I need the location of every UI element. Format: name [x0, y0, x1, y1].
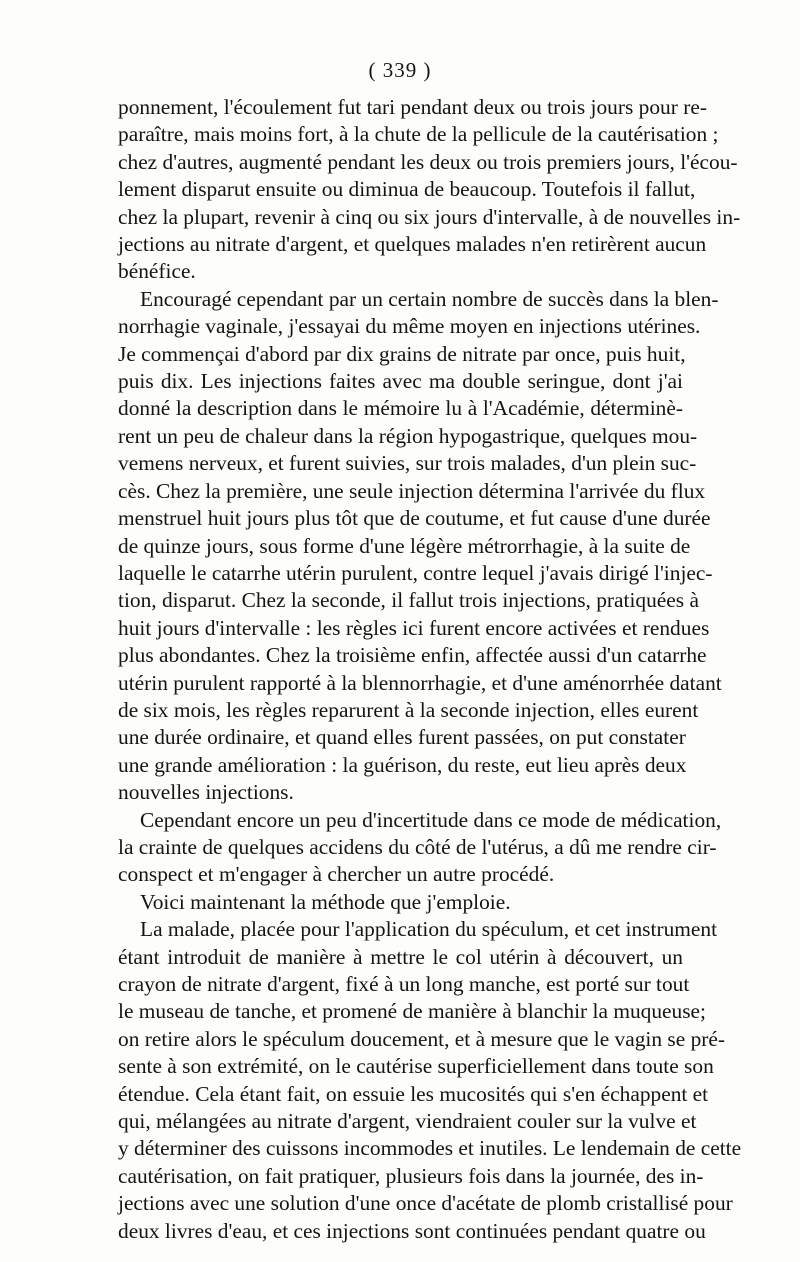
- text-line: vemens nerveux, et furent suivies, sur trois malades, d'un plein suc-: [118, 451, 697, 476]
- text-line: norrhagie vaginale, j'essayai du même moyen en injections utérines.: [118, 314, 701, 339]
- text-line: chez la plupart, revenir à cinq ou six jours d'intervalle, à de nouvelles in-: [118, 204, 741, 229]
- text-line: jections au nitrate d'argent, et quelques malades n'en retirèrent aucun: [118, 232, 707, 257]
- text-line: lement disparut ensuite ou diminua de beaucoup. Toutefois il fallut,: [118, 177, 696, 202]
- paragraph: [118, 286, 722, 807]
- text-line: cautérisation, on fait pratiquer, plusieurs fois dans la journée, des in-: [118, 1163, 704, 1188]
- text-line: sente à son extrémité, on le cautérise superficiellement dans toute son: [118, 1054, 714, 1079]
- paragraph: [118, 889, 683, 916]
- text-line: Voici maintenant la méthode que j'emploie.: [140, 889, 511, 914]
- text-line: le museau de tanche, et promené de manière à blanchir la muqueuse;: [118, 999, 706, 1024]
- body-text: [118, 94, 742, 1245]
- text-line: de six mois, les règles reparurent à la seconde injection, elles eurent: [118, 697, 699, 722]
- paragraph: [118, 807, 722, 889]
- text-line: laquelle le catarrhe utérin purulent, contre lequel j'avais dirigé l'injec-: [118, 560, 713, 585]
- text-line: menstruel huit jours plus tôt que de coutume, et fut cause d'une durée: [118, 506, 711, 531]
- text-line: nouvelles injections.: [118, 780, 294, 805]
- text-line: plus abondantes. Chez la troisième enfin, affectée aussi d'un catarrhe: [118, 643, 707, 668]
- text-line: La malade, placée pour l'application du spéculum, et cet instrument: [140, 917, 718, 942]
- text-line: tion, disparut. Chez la seconde, il fallut trois injections, pratiquées à: [118, 588, 699, 613]
- text-line: paraître, mais moins fort, à la chute de la pellicule de la cautérisation ;: [118, 122, 719, 147]
- text-line: étendue. Cela étant fait, on essuie les mucosités qui s'en échappent et: [118, 1081, 709, 1106]
- text-line: conspect et m'engager à chercher un autre procédé.: [118, 862, 555, 887]
- paragraph: [118, 94, 741, 286]
- text-line: puis dix. Les injections faites avec ma double seringue, dont j'ai: [118, 369, 683, 394]
- text-line: de quinze jours, sous forme d'une légère métrorrhagie, à la suite de: [118, 533, 691, 558]
- text-line: y déterminer des cuissons incommodes et inutiles. Le lendemain de cette: [118, 1136, 742, 1161]
- text-line: Encouragé cependant par un certain nombre de succès dans la blen-: [140, 286, 719, 311]
- text-line: une grande amélioration : la guérison, du reste, eut lieu après deux: [118, 752, 687, 777]
- text-line: crayon de nitrate d'argent, fixé à un long manche, est porté sur tout: [118, 972, 690, 996]
- text-line: rent un peu de chaleur dans la région hypogastrique, quelques mou-: [118, 423, 698, 448]
- text-line: qui, mélangées au nitrate d'argent, viendraient couler sur la vulve et: [118, 1109, 697, 1134]
- text-line: une durée ordinaire, et quand elles furent passées, on put constater: [118, 725, 686, 750]
- text-line: utérin purulent rapporté à la blennorrhagie, et d'une aménorrhée datant: [118, 670, 722, 695]
- text-line: chez d'autres, augmenté pendant les deux ou trois premiers jours, l'écou-: [118, 149, 738, 174]
- text-line: Cependant encore un peu d'incertitude dans ce mode de médication,: [140, 807, 722, 832]
- text-line: on retire alors le spéculum doucement, et à mesure que le vagin se pré-: [118, 1026, 726, 1051]
- page-number: ( 339 ): [368, 58, 432, 82]
- text-line: ponnement, l'écoulement fut tari pendant deux ou trois jours pour re-: [118, 95, 707, 119]
- text-line: donné la description dans le mémoire lu à l'Académie, déterminè-: [118, 396, 683, 421]
- paragraph: [118, 916, 742, 1245]
- text-line: étant introduit de manière à mettre le col utérin à découvert, un: [118, 944, 683, 969]
- text-line: bénéfice.: [118, 259, 196, 284]
- text-line: huit jours d'intervalle : les règles ici furent encore activées et rendues: [118, 615, 710, 640]
- text-line: la crainte de quelques accidens du côté de l'utérus, a dû me rendre cir-: [118, 834, 717, 859]
- text-line: cès. Chez la première, une seule injection détermina l'arrivée du flux: [118, 478, 706, 503]
- text-line: deux livres d'eau, et ces injections sont continuées pendant quatre ou: [118, 1218, 706, 1243]
- text-line: jections avec une solution d'une once d'acétate de plomb cristallisé pour: [118, 1191, 733, 1216]
- text-line: Je commençai d'abord par dix grains de nitrate par once, puis huit,: [118, 341, 686, 366]
